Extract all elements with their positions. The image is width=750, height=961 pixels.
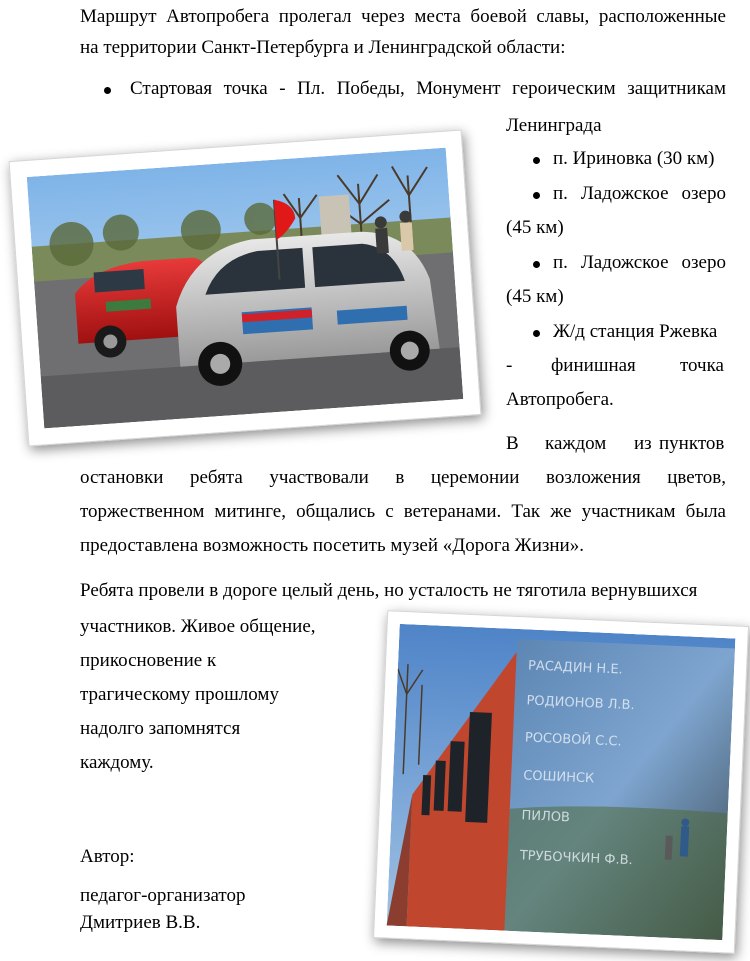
photo-memorial: [387, 624, 736, 940]
route-finish-dash: -: [506, 355, 513, 376]
photo-cars: [27, 148, 464, 429]
route-item-irinovka: п. Ириновка (30 км): [553, 148, 715, 169]
engraved-name-6: ТРУБОЧКИН Ф.В.: [519, 848, 633, 869]
photo-memorial-frame: [373, 610, 749, 953]
author-name: Дмитриев В.В.: [80, 912, 201, 933]
closing-line-6: каждому.: [80, 752, 154, 773]
engraved-name-3: РОСОВОЙ С.С.: [524, 730, 622, 750]
intro-line-1: Маршрут Автопробега пролегал через места боевой славы, расположенные: [80, 6, 726, 27]
engraved-name-5: ПИЛОВ: [521, 808, 571, 826]
route-start-line-2: Ленинграда: [506, 115, 602, 136]
ceremony-word-2: каждом: [545, 433, 607, 454]
bullet-start: [104, 87, 111, 94]
bullet-ladoga-2: [533, 261, 540, 268]
closing-line-3: прикосновение к: [80, 650, 217, 671]
route-item-ladoga-2: п. Ладожское озеро: [553, 252, 726, 273]
bullet-ladoga-1: [533, 192, 540, 199]
closing-line-1: Ребята провели в дороге целый день, но усталость не тяготила вернувшихся: [80, 580, 698, 601]
route-item-ladoga-2-distance: (45 км): [506, 286, 564, 307]
engraved-name-4: СОШИНСК: [522, 768, 595, 787]
bullet-irinovka: [533, 157, 540, 164]
bullet-rzhevka: [533, 330, 540, 337]
route-item-autorun: Автопробега.: [506, 389, 614, 410]
photo-cars-frame: [9, 130, 482, 447]
route-item-ladoga-1: п. Ладожское озеро: [553, 183, 726, 204]
route-finish-word: финишная: [551, 355, 636, 376]
ceremony-word-4: пунктов: [659, 433, 725, 454]
engraved-name-2: РОДИОНОВ Л.В.: [526, 693, 635, 714]
route-item-rzhevka: Ж/д станция Ржевка: [553, 321, 718, 342]
author-label: Автор:: [80, 846, 135, 867]
closing-line-4: трагическому прошлому: [80, 684, 279, 705]
ceremony-line-4: предоставлена возможность посетить музей «Дорога Жизни».: [80, 535, 584, 556]
ceremony-word-3: из: [634, 433, 652, 454]
route-item-ladoga-1-distance: (45 км): [506, 217, 564, 238]
route-start-line-1: Стартовая точка - Пл. Победы, Монумент героическим защитникам: [130, 78, 726, 99]
author-role: педагог-организатор: [80, 885, 246, 906]
engraved-name-1: РАСАДИН Н.Е.: [527, 658, 624, 678]
intro-line-2: на территории Санкт-Петербурга и Ленинградской области:: [80, 37, 566, 58]
route-finish-point: точка: [680, 355, 724, 376]
closing-line-5: надолго запомнятся: [80, 718, 241, 739]
ceremony-line-3: торжественном митинге, общались с ветеранами. Так же участникам была: [80, 501, 726, 522]
ceremony-line-2: остановки ребята участвовали в церемонии возложения цветов,: [80, 467, 726, 488]
ceremony-word-1: В: [506, 433, 519, 454]
closing-line-2: участников. Живое общение,: [80, 616, 316, 637]
